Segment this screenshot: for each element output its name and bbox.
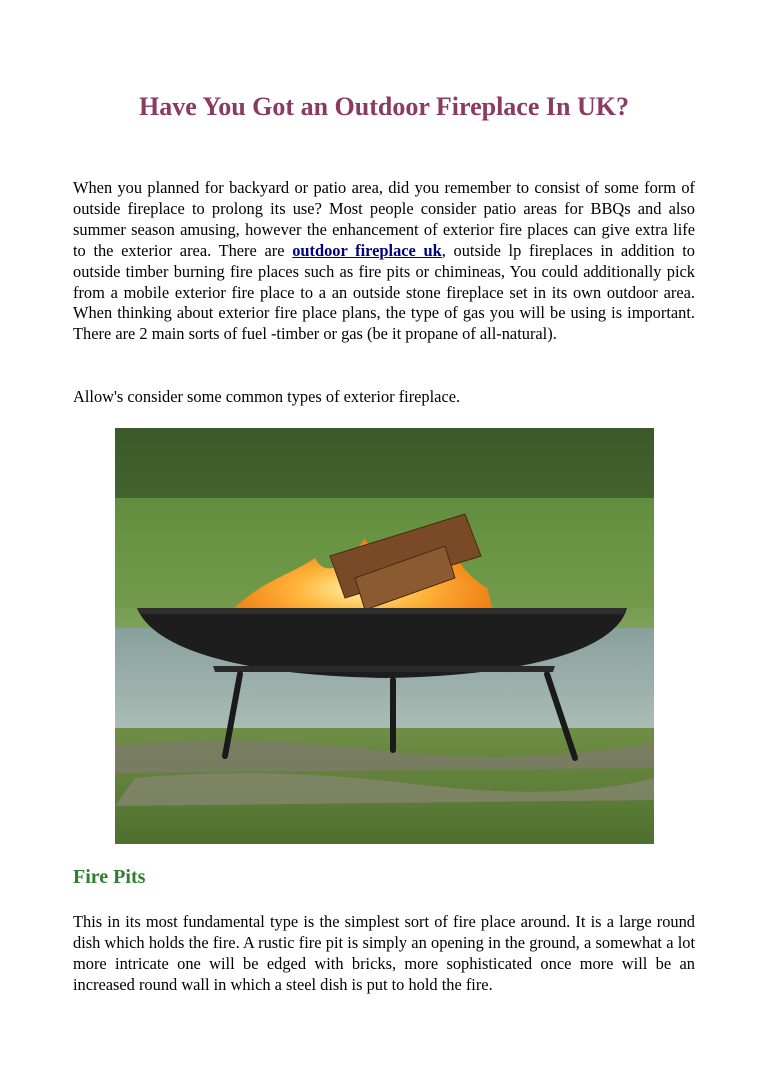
fire-pits-paragraph: This in its most fundamental type is the simplest sort of fire place around. It is a large round dish which holds the fire. A rustic fire pit is simply an opening in the ground, a somewhat a lot more intricate one will be edged with bricks, more sophisticated once more will be an increased round wall in which a steel dish is put to hold the fire. xyxy=(73,912,695,994)
intro-text-end: , outside lp fireplaces in addition to outside timber burning fire places such as fire pits or chimineas, You could additionally pick from a mobile exterior fire place to a an outside stone fireplace set in its own outdoor area. When thinking about exterior fire place plans, the type of gas you will be using is important. There are 2 main sorts of fuel -timber or gas (be it propane of all-natural). xyxy=(73,240,695,344)
types-intro-paragraph: Allow's consider some common types of exterior fireplace. xyxy=(73,387,461,406)
intro-text-start: When you planned for backyard or patio area, did you remember to consist of some form of outside fireplace to prolong its use? Most people consider patio areas for BBQs and also summer season amusing, however the enhancement of exterior fire places can give extra life to the exterior area. There are xyxy=(73,178,695,260)
intro-paragraph xyxy=(73,178,695,345)
page-title: Have You Got an Outdoor Fireplace In UK? xyxy=(139,92,629,121)
section-heading-fire-pits: Fire Pits xyxy=(73,866,146,888)
outdoor-fireplace-link[interactable]: outdoor fireplace uk xyxy=(292,240,442,260)
fire-pit-photo xyxy=(115,428,654,844)
